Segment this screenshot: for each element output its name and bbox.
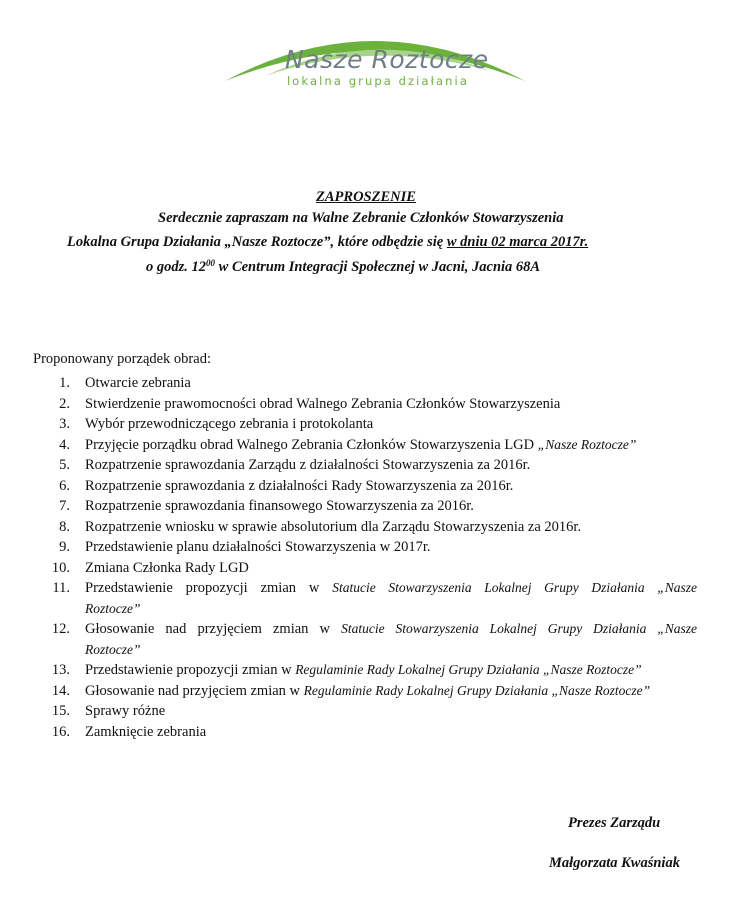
agenda-item xyxy=(0,681,732,702)
agenda-item-text-wrap xyxy=(85,660,697,681)
agenda-intro: Proponowany porządek obrad: xyxy=(33,351,211,367)
agenda-item-text: Przedstawienie propozycji zmian w xyxy=(85,580,333,596)
meeting-time-minutes: 00 xyxy=(206,258,216,268)
invitation-line-2 xyxy=(67,234,588,251)
meeting-date: w dniu 02 marca 2017r. xyxy=(446,234,589,250)
agenda-item-text: Głosowanie nad przyjęciem zmian w xyxy=(85,621,342,637)
agenda-item-number: 16. xyxy=(51,723,70,740)
agenda-item-number: 1. xyxy=(59,375,70,391)
agenda-item xyxy=(0,660,732,681)
agenda-item-number: 2. xyxy=(59,395,70,412)
agenda-item-number: 3. xyxy=(59,416,70,432)
signature-name: Małgorzata Kwaśniak xyxy=(549,855,680,871)
agenda-item-text: Wybór przewodniczącego zebrania i protokolanta xyxy=(85,416,374,432)
logo xyxy=(225,26,525,96)
agenda-item-text: Przedstawienie planu działalności Stowarzyszenia w 2017r. xyxy=(85,539,431,555)
agenda-item xyxy=(0,558,732,579)
agenda-item-number: 8. xyxy=(59,518,70,535)
invitation-line-1: Serdecznie zapraszam na Walne Zebranie Członków Stowarzyszenia xyxy=(158,210,564,226)
logo-tagline: lokalna grupa działania xyxy=(287,74,469,88)
agenda-item-number: 12. xyxy=(51,621,70,637)
agenda-item xyxy=(0,517,732,538)
agenda-item-text: Otwarcie zebrania xyxy=(85,375,191,391)
agenda-item-italic: Statucie Stowarzyszenia Lokalnej Grupy Działania „Nasze xyxy=(341,621,697,636)
agenda-item-text-wrap xyxy=(85,578,697,599)
agenda-item-text: Rozpatrzenie sprawozdania Zarządu z działalności Stowarzyszenia za 2016r. xyxy=(85,457,531,473)
agenda-item-text: Rozpatrzenie sprawozdania finansowego Stowarzyszenia za 2016r. xyxy=(85,498,474,514)
agenda-item xyxy=(0,394,732,415)
agenda-item xyxy=(0,578,732,619)
agenda-item-text: Rozpatrzenie wniosku w sprawie absolutorium dla Zarządu Stowarzyszenia za 2016r. xyxy=(85,518,582,535)
meeting-time: o godz. 12 xyxy=(146,259,207,275)
agenda-item xyxy=(0,619,732,660)
agenda-item-number: 4. xyxy=(59,436,70,453)
invitation-line-2-text: Lokalna Grupa Działania „Nasze Roztocze”, które odbędzie się xyxy=(67,234,447,250)
agenda-item xyxy=(0,701,732,722)
agenda-list xyxy=(0,373,732,742)
agenda-item-text: Stwierdzenie prawomocności obrad Walnego Zebrania Członków Stowarzyszenia xyxy=(85,395,561,412)
agenda-item-continuation: Roztocze” xyxy=(85,641,141,657)
agenda-item-number: 6. xyxy=(59,477,70,494)
agenda-item-number: 5. xyxy=(59,457,70,473)
agenda-item xyxy=(0,455,732,476)
invitation-title: ZAPROSZENIE xyxy=(316,189,416,205)
agenda-item-number: 7. xyxy=(59,498,70,514)
agenda-item-text-wrap xyxy=(85,681,697,702)
agenda-item-text: Zmiana Członka Rady LGD xyxy=(85,559,249,576)
agenda-item-continuation: Roztocze” xyxy=(85,600,141,616)
agenda-item xyxy=(0,435,732,456)
signature-role: Prezes Zarządu xyxy=(568,815,661,831)
agenda-item-number: 9. xyxy=(59,539,70,555)
agenda-item-text: Zamknięcie zebrania xyxy=(85,723,207,740)
agenda-item xyxy=(0,414,732,435)
agenda-item-number: 10. xyxy=(51,559,70,576)
agenda-item-number: 14. xyxy=(51,682,70,699)
agenda-item-italic: „Nasze Roztocze” xyxy=(537,436,637,452)
agenda-item-text: Rozpatrzenie sprawozdania z działalności Rady Stowarzyszenia za 2016r. xyxy=(85,477,514,494)
agenda-item-text: Głosowanie nad przyjęciem zmian w xyxy=(85,682,304,699)
agenda-item-italic: Regulaminie Rady Lokalnej Grupy Działania „Nasze Roztocze” xyxy=(303,682,651,698)
agenda-item-number: 11. xyxy=(52,580,70,596)
agenda-item xyxy=(0,496,732,517)
meeting-location: w Centrum Integracji Społecznej w Jacni, Jacnia 68A xyxy=(215,259,541,275)
agenda-item xyxy=(0,373,732,394)
agenda-item xyxy=(0,722,732,743)
agenda-item-text: Przyjęcie porządku obrad Walnego Zebrania Członków Stowarzyszenia LGD xyxy=(85,436,538,453)
agenda-item-italic: Regulaminie Rady Lokalnej Grupy Działania „Nasze Roztocze” xyxy=(295,662,642,677)
agenda-item-text-wrap xyxy=(85,435,697,456)
agenda-item-text: Przedstawienie propozycji zmian w xyxy=(85,662,296,678)
agenda-item-text-wrap xyxy=(85,619,697,640)
agenda-item-number: 13. xyxy=(51,662,70,678)
invitation-line-3 xyxy=(146,259,540,276)
agenda-item-text: Sprawy różne xyxy=(85,703,166,719)
agenda-item-italic: Statucie Stowarzyszenia Lokalnej Grupy Działania „Nasze xyxy=(332,580,697,595)
agenda-item-number: 15. xyxy=(51,703,70,719)
agenda-item xyxy=(0,537,732,558)
agenda-item xyxy=(0,476,732,497)
logo-name: Nasze Roztocze xyxy=(285,45,489,74)
